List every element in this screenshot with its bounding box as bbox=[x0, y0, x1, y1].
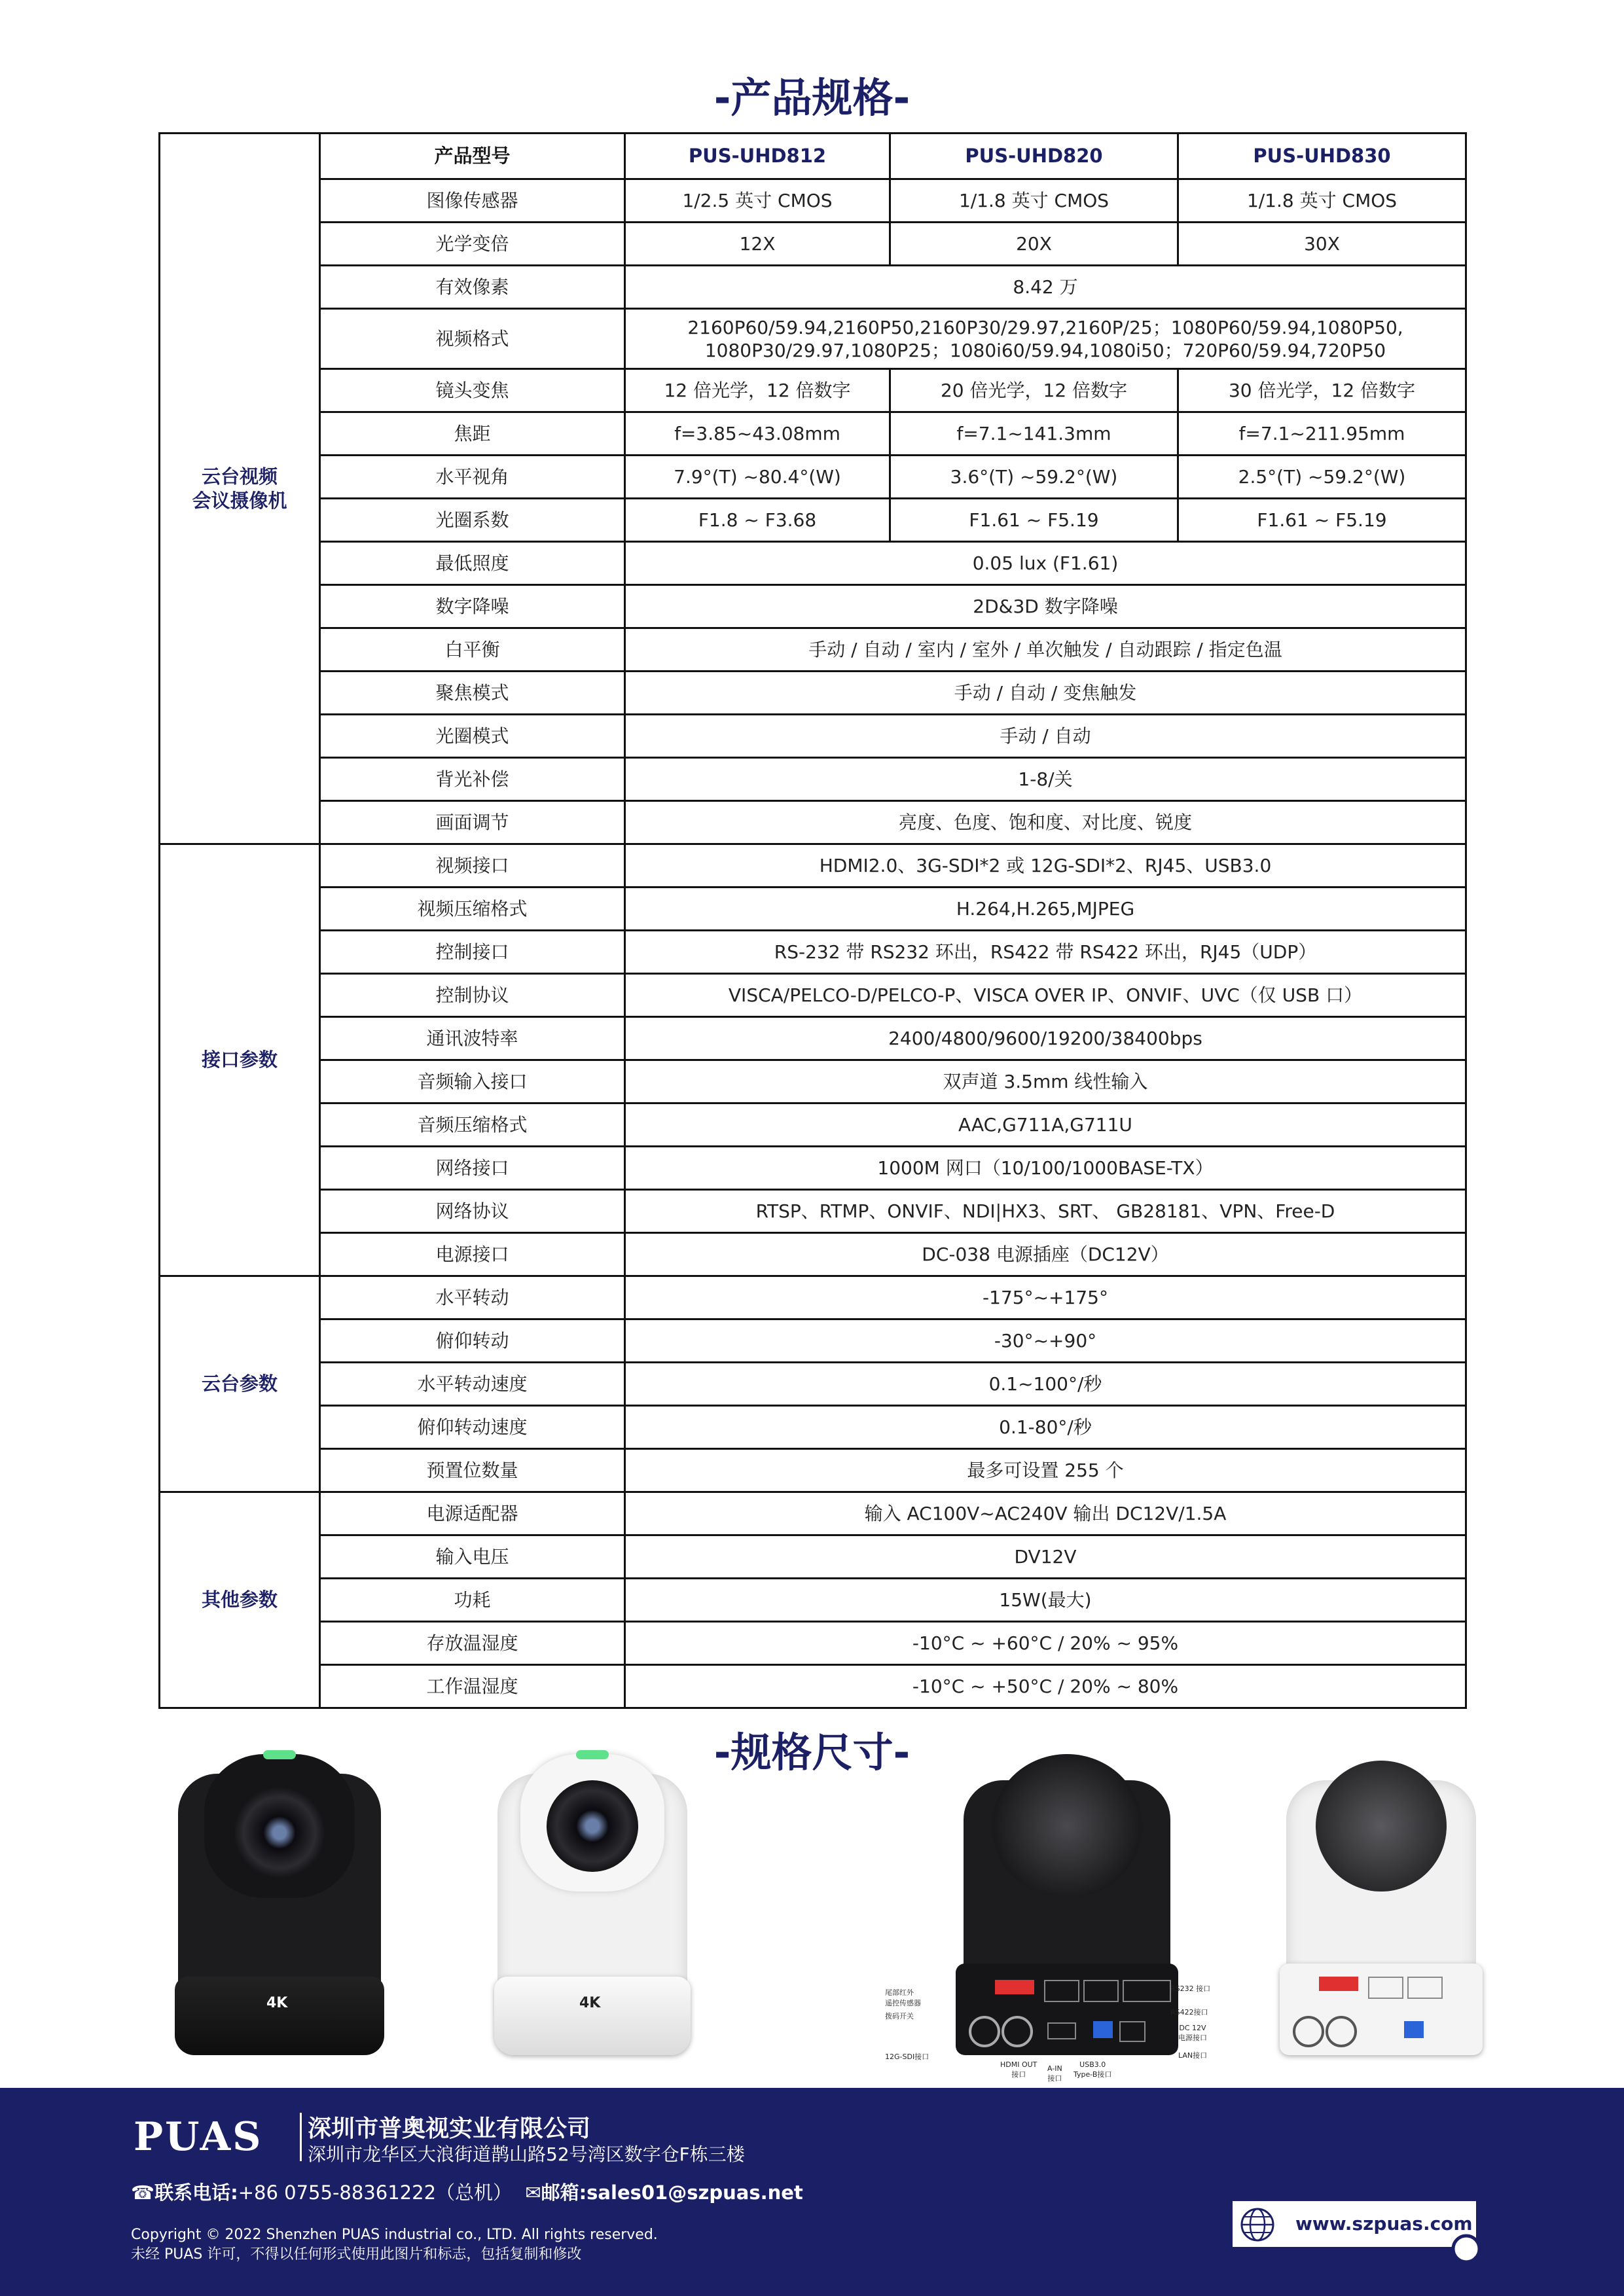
phone-icon: ☎ bbox=[131, 2181, 155, 2204]
spec-label: 音频压缩格式 bbox=[320, 1103, 625, 1147]
spec-label: 水平视角 bbox=[320, 456, 625, 499]
label-rs232: RS232 接口 bbox=[1170, 1984, 1211, 1993]
spec-row-zoom bbox=[160, 223, 1466, 266]
spec-label: 聚焦模式 bbox=[320, 672, 625, 715]
spec-row-tilt bbox=[160, 1319, 1466, 1363]
spec-row-blc bbox=[160, 758, 1466, 801]
spec-row-iris-mode bbox=[160, 715, 1466, 758]
spec-value: 0.05 lux (F1.61) bbox=[625, 542, 1466, 585]
spec-value: 30 倍光学，12 倍数字 bbox=[1178, 369, 1466, 412]
spec-label: 视频格式 bbox=[320, 309, 625, 369]
spec-value: 2D&3D 数字降噪 bbox=[625, 585, 1466, 628]
spec-value: F1.61 ~ F5.19 bbox=[1178, 499, 1466, 542]
spec-row-aperture bbox=[160, 499, 1466, 542]
spec-value: 12 倍光学，12 倍数字 bbox=[625, 369, 890, 412]
label-hdmi: HDMI OUT 接口 bbox=[1000, 2060, 1038, 2079]
spec-value: 2.5°(T) ~59.2°(W) bbox=[1178, 456, 1466, 499]
spec-row-video-format bbox=[160, 309, 1466, 369]
spec-value: 手动 / 自动 bbox=[625, 715, 1466, 758]
category-cell: 云台参数 bbox=[160, 1276, 320, 1492]
camera-black-rear bbox=[956, 1754, 1178, 2055]
spec-label: 背光补偿 bbox=[320, 758, 625, 801]
camera-black-front bbox=[171, 1754, 388, 2055]
spec-label: 存放温湿度 bbox=[320, 1622, 625, 1665]
spec-value: -30°~+90° bbox=[625, 1319, 1466, 1363]
usage-notice: 未经 PUAS 许可，不得以任何形式使用此图片和标志，包括复制和修改 bbox=[131, 2246, 582, 2263]
camera-white-rear bbox=[1280, 1761, 1483, 2055]
phone-note: （总机） bbox=[436, 2181, 513, 2204]
spec-row-tilt-speed bbox=[160, 1406, 1466, 1449]
spec-value: 亮度、色度、饱和度、对比度、锐度 bbox=[625, 801, 1466, 844]
spec-value: RS-232 带 RS232 环出，RS422 带 RS422 环出，RJ45（UDP） bbox=[625, 931, 1466, 974]
company-address: 深圳市龙华区大浪街道鹊山路52号湾区数字仓F栋三楼 bbox=[308, 2144, 745, 2165]
spec-value: 30X bbox=[1178, 223, 1466, 266]
spec-value: 1/1.8 英寸 CMOS bbox=[1178, 179, 1466, 223]
spec-label: 画面调节 bbox=[320, 801, 625, 844]
spec-label: 图像传感器 bbox=[320, 179, 625, 223]
spec-label: 有效像素 bbox=[320, 266, 625, 309]
spec-label: 网络接口 bbox=[320, 1147, 625, 1190]
spec-value: HDMI2.0、3G-SDI*2 或 12G-SDI*2、RJ45、USB3.0 bbox=[625, 844, 1466, 888]
spec-label: 焦距 bbox=[320, 412, 625, 456]
spec-row-net-proto bbox=[160, 1190, 1466, 1233]
spec-label: 俯仰转动速度 bbox=[320, 1406, 625, 1449]
spec-value: -10°C ~ +50°C / 20% ~ 80% bbox=[625, 1665, 1466, 1708]
model-name: PUS-UHD812 bbox=[625, 134, 890, 179]
spec-value: f=7.1~211.95mm bbox=[1178, 412, 1466, 456]
spec-row-net-if bbox=[160, 1147, 1466, 1190]
spec-row-audio-in bbox=[160, 1060, 1466, 1103]
header-row bbox=[160, 134, 1466, 179]
spec-label: 光圈模式 bbox=[320, 715, 625, 758]
spec-row-pan bbox=[160, 1276, 1466, 1319]
spec-row-focus-mode bbox=[160, 672, 1466, 715]
spec-value: F1.61 ~ F5.19 bbox=[890, 499, 1178, 542]
spec-row-pan-speed bbox=[160, 1363, 1466, 1406]
dimensions-title: -规格尺寸- bbox=[713, 1729, 911, 1776]
spec-value: 2400/4800/9600/19200/38400bps bbox=[625, 1017, 1466, 1060]
spec-value: 2160P60/59.94,2160P50,2160P30/29.97,2160P/25；1080P60/59.94,1080P50, 1080P30/29.97,1080P25；1080i60/59.94,1080i50；720P60/59.94,720P50 bbox=[625, 309, 1466, 369]
spec-value: 双声道 3.5mm 线性输入 bbox=[625, 1060, 1466, 1103]
label-lan: LAN接口 bbox=[1178, 2051, 1208, 2060]
spec-value: 手动 / 自动 / 变焦触发 bbox=[625, 672, 1466, 715]
spec-label: 电源适配器 bbox=[320, 1492, 625, 1535]
spec-value: 1/2.5 英寸 CMOS bbox=[625, 179, 890, 223]
badge-4k: 4K bbox=[266, 1995, 288, 2011]
spec-row-voltage bbox=[160, 1535, 1466, 1579]
copyright-text: Copyright © 2022 Shenzhen PUAS industrial co., LTD. All rights reserved. bbox=[131, 2227, 658, 2243]
spec-row-min-illum bbox=[160, 542, 1466, 585]
spec-row-ctrl-proto bbox=[160, 974, 1466, 1017]
mail-icon: ✉ bbox=[525, 2181, 541, 2204]
spec-label: 水平转动速度 bbox=[320, 1363, 625, 1406]
category-cell: 云台视频 会议摄像机 bbox=[160, 134, 320, 844]
label-ir-sensor: 尾部红外 遥控传感器 bbox=[885, 1988, 921, 2007]
model-label: 产品型号 bbox=[320, 134, 625, 179]
spec-row-operating bbox=[160, 1665, 1466, 1708]
spec-label: 预置位数量 bbox=[320, 1449, 625, 1492]
spec-label: 视频接口 bbox=[320, 844, 625, 888]
spec-label: 俯仰转动 bbox=[320, 1319, 625, 1363]
category-cell: 其他参数 bbox=[160, 1492, 320, 1708]
footer bbox=[0, 2088, 1624, 2296]
spec-value: 7.9°(T) ~80.4°(W) bbox=[625, 456, 890, 499]
spec-value: H.264,H.265,MJPEG bbox=[625, 888, 1466, 931]
spec-row-picture bbox=[160, 801, 1466, 844]
spec-value: 1000M 网口（10/100/1000BASE-TX） bbox=[625, 1147, 1466, 1190]
spec-value: RTSP、RTMP、ONVIF、NDI|HX3、SRT、 GB28181、VPN、Free-D bbox=[625, 1190, 1466, 1233]
copyright bbox=[131, 2225, 658, 2264]
spec-label: 音频输入接口 bbox=[320, 1060, 625, 1103]
spec-label: 控制协议 bbox=[320, 974, 625, 1017]
spec-row-video-if bbox=[160, 844, 1466, 888]
spec-value: 12X bbox=[625, 223, 890, 266]
spec-value: 手动 / 自动 / 室内 / 室外 / 单次触发 / 自动跟踪 / 指定色温 bbox=[625, 628, 1466, 672]
spec-row-lens-zoom bbox=[160, 369, 1466, 412]
spec-value: 20 倍光学，12 倍数字 bbox=[890, 369, 1178, 412]
model-name: PUS-UHD820 bbox=[890, 134, 1178, 179]
brand-logo: PUAS bbox=[134, 2114, 263, 2160]
company-name: 深圳市普奥视实业有限公司 bbox=[308, 2115, 591, 2142]
phone-number[interactable]: +86 0755-88361222 bbox=[238, 2181, 437, 2204]
spec-label: 通讯波特率 bbox=[320, 1017, 625, 1060]
spec-value: 最多可设置 255 个 bbox=[625, 1449, 1466, 1492]
label-sdi: 12G-SDI接口 bbox=[885, 2053, 929, 2061]
spec-row-storage bbox=[160, 1622, 1466, 1665]
spec-label: 数字降噪 bbox=[320, 585, 625, 628]
spec-value: 8.42 万 bbox=[625, 266, 1466, 309]
globe-icon bbox=[1238, 2205, 1277, 2244]
spec-label: 视频压缩格式 bbox=[320, 888, 625, 931]
spec-title: -产品规格- bbox=[713, 74, 911, 122]
spec-row-wb bbox=[160, 628, 1466, 672]
email-address[interactable]: sales01@szpuas.net bbox=[586, 2181, 803, 2204]
spec-value: AAC,G711A,G711U bbox=[625, 1103, 1466, 1147]
spec-label: 功耗 bbox=[320, 1579, 625, 1622]
spec-value: DV12V bbox=[625, 1535, 1466, 1579]
spec-value: 0.1-80°/秒 bbox=[625, 1406, 1466, 1449]
camera-white-front bbox=[491, 1754, 694, 2055]
website-box[interactable] bbox=[1231, 2199, 1478, 2249]
model-name: PUS-UHD830 bbox=[1178, 134, 1466, 179]
spec-value: 输入 AC100V~AC240V 输出 DC12V/1.5A bbox=[625, 1492, 1466, 1535]
magnifier-icon bbox=[1448, 2231, 1494, 2276]
label-usb: USB3.0 Type-B接口 bbox=[1074, 2060, 1112, 2079]
label-ain: A-IN 接口 bbox=[1047, 2064, 1062, 2083]
spec-value: f=3.85~43.08mm bbox=[625, 412, 890, 456]
brand-divider bbox=[300, 2113, 302, 2161]
spec-row-audio-codec bbox=[160, 1103, 1466, 1147]
spec-value: -175°~+175° bbox=[625, 1276, 1466, 1319]
spec-row-compress bbox=[160, 888, 1466, 931]
spec-label: 最低照度 bbox=[320, 542, 625, 585]
label-dc: DC 12V 电源接口 bbox=[1178, 2024, 1207, 2042]
spec-row-hfov bbox=[160, 456, 1466, 499]
spec-value: 3.6°(T) ~59.2°(W) bbox=[890, 456, 1178, 499]
spec-label: 控制接口 bbox=[320, 931, 625, 974]
spec-value: f=7.1~141.3mm bbox=[890, 412, 1178, 456]
label-dip-switch: 拨码开关 bbox=[885, 2012, 914, 2020]
spec-label: 光学变倍 bbox=[320, 223, 625, 266]
spec-row-dnr bbox=[160, 585, 1466, 628]
category-cell: 接口参数 bbox=[160, 844, 320, 1276]
spec-table bbox=[158, 132, 1467, 1709]
spec-value: 15W(最大) bbox=[625, 1579, 1466, 1622]
website-link[interactable]: www.szpuas.com bbox=[1295, 2213, 1473, 2234]
spec-value: DC-038 电源插座（DC12V） bbox=[625, 1233, 1466, 1276]
email-label: 邮箱: bbox=[541, 2181, 587, 2204]
spec-row-pixels bbox=[160, 266, 1466, 309]
spec-label: 网络协议 bbox=[320, 1190, 625, 1233]
spec-row-ctrl-if bbox=[160, 931, 1466, 974]
label-rs422: RS422接口 bbox=[1170, 2008, 1208, 2017]
spec-label: 镜头变焦 bbox=[320, 369, 625, 412]
spec-row-focal bbox=[160, 412, 1466, 456]
spec-value: 1-8/关 bbox=[625, 758, 1466, 801]
spec-value: 20X bbox=[890, 223, 1178, 266]
spec-value: -10°C ~ +60°C / 20% ~ 95% bbox=[625, 1622, 1466, 1665]
spec-label: 工作温湿度 bbox=[320, 1665, 625, 1708]
badge-4k: 4K bbox=[579, 1995, 601, 2011]
spec-value: 0.1~100°/秒 bbox=[625, 1363, 1466, 1406]
spec-row-sensor bbox=[160, 179, 1466, 223]
spec-value: VISCA/PELCO-D/PELCO-P、VISCA OVER IP、ONVIF、UVC（仅 USB 口） bbox=[625, 974, 1466, 1017]
spec-label: 白平衡 bbox=[320, 628, 625, 672]
spec-row-adapter bbox=[160, 1492, 1466, 1535]
spec-label: 光圈系数 bbox=[320, 499, 625, 542]
spec-row-power-if bbox=[160, 1233, 1466, 1276]
contact-line bbox=[131, 2178, 803, 2205]
spec-value: F1.8 ~ F3.68 bbox=[625, 499, 890, 542]
spec-label: 输入电压 bbox=[320, 1535, 625, 1579]
spec-row-power bbox=[160, 1579, 1466, 1622]
spec-label: 水平转动 bbox=[320, 1276, 625, 1319]
spec-label: 电源接口 bbox=[320, 1233, 625, 1276]
phone-label: 联系电话: bbox=[154, 2181, 238, 2204]
spec-row-presets bbox=[160, 1449, 1466, 1492]
spec-value: 1/1.8 英寸 CMOS bbox=[890, 179, 1178, 223]
spec-row-baud bbox=[160, 1017, 1466, 1060]
